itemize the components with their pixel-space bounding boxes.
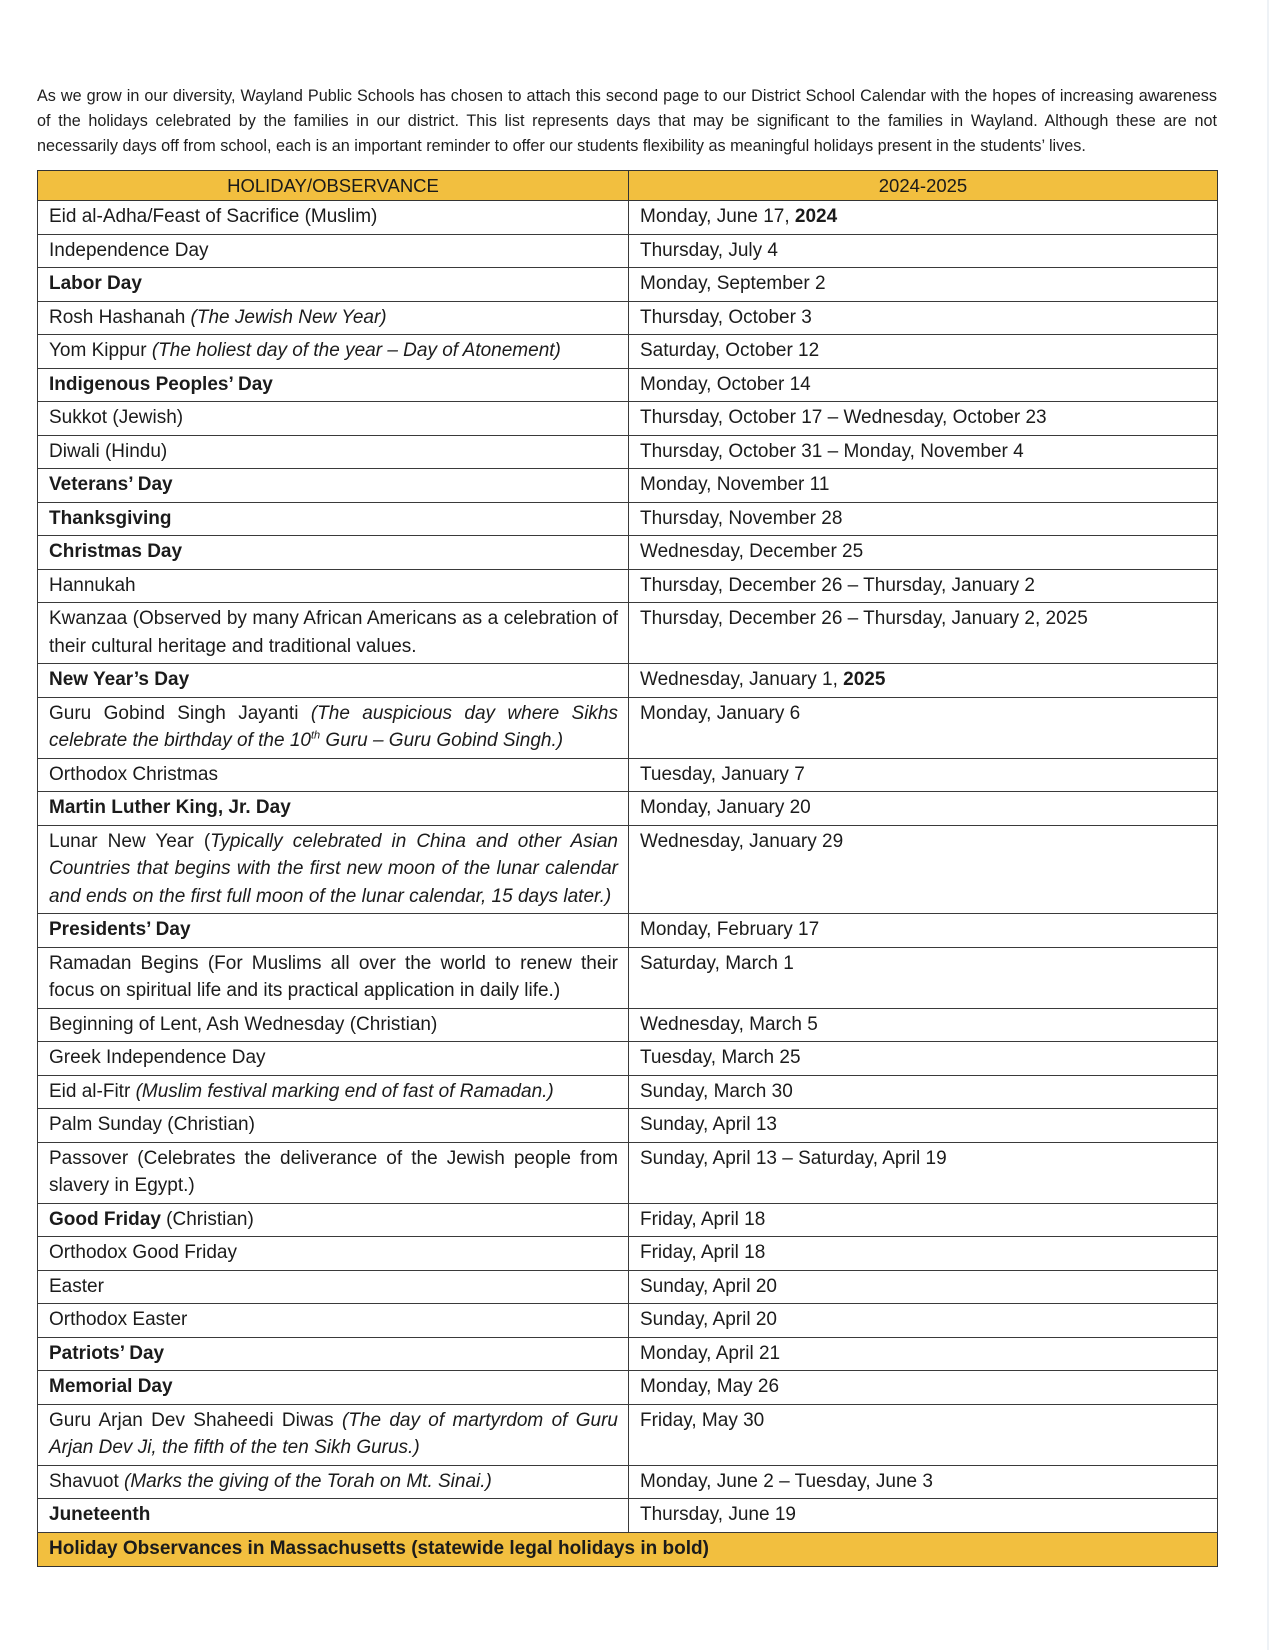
- holiday-date-text: Sunday, April 13: [640, 1114, 777, 1135]
- holiday-name: [38, 758, 629, 792]
- holiday-name-text: Lunar New Year (: [49, 830, 211, 852]
- holiday-date: [629, 1499, 1218, 1533]
- holiday-date: [629, 1109, 1218, 1143]
- holiday-name-text: Palm Sunday (Christian): [49, 1114, 255, 1135]
- holiday-name: [38, 435, 629, 469]
- holiday-date: [629, 664, 1218, 698]
- holiday-date-text: Thursday, October 31 – Monday, November 4: [640, 440, 1024, 462]
- holiday-date: [629, 1042, 1218, 1076]
- holiday-date: [629, 402, 1218, 436]
- table-row: [38, 1142, 1218, 1203]
- holiday-name-bold: Indigenous Peoples’ Day: [49, 373, 273, 395]
- holiday-name: [38, 1109, 629, 1143]
- holiday-name-bold: Christmas Day: [49, 541, 183, 562]
- holiday-name-text: Yom Kippur: [49, 340, 152, 361]
- holiday-name-bold: Veterans’ Day: [49, 474, 173, 495]
- holiday-date: [629, 301, 1218, 335]
- holiday-name-bold: Juneteenth: [49, 1504, 151, 1525]
- table-row: [38, 469, 1218, 503]
- holiday-name: [38, 502, 629, 536]
- holiday-name-bold: Memorial Day: [49, 1376, 173, 1397]
- holiday-name: [38, 1371, 629, 1405]
- holiday-name: [38, 792, 629, 826]
- table-row: [38, 368, 1218, 402]
- table-row: [38, 664, 1218, 698]
- holiday-date-text: Thursday, December 26 – Thursday, January 2: [640, 574, 1035, 596]
- holiday-name: [38, 1042, 629, 1076]
- holiday-date: [629, 569, 1218, 603]
- table-row: [38, 1237, 1218, 1271]
- holiday-date: [629, 947, 1218, 1008]
- table-row: [38, 1371, 1218, 1405]
- holiday-name: [38, 1008, 629, 1042]
- holiday-name-text: Shavuot: [49, 1470, 124, 1492]
- table-row: [38, 335, 1218, 369]
- holiday-name: [38, 268, 629, 302]
- holiday-date-text: Monday, January 20: [640, 797, 811, 818]
- holiday-name: [38, 825, 629, 914]
- holiday-date: [629, 435, 1218, 469]
- holiday-date: [629, 1371, 1218, 1405]
- holiday-name-text: Beginning of Lent, Ash Wednesday (Christian): [49, 1013, 438, 1035]
- holiday-name: [38, 1337, 629, 1371]
- holiday-name: [38, 947, 629, 1008]
- table-row: [38, 268, 1218, 302]
- holiday-name-text: Kwanzaa (Observed by many African Americans as a celebration of their cultural heritage and traditional values.: [49, 608, 618, 657]
- holiday-date: [629, 825, 1218, 914]
- holiday-name: [38, 368, 629, 402]
- holiday-date: [629, 1304, 1218, 1338]
- table-row: [38, 603, 1218, 664]
- table-row: [38, 402, 1218, 436]
- table-row: [38, 792, 1218, 826]
- holiday-date-text: Wednesday, January 1,: [640, 669, 844, 690]
- table-row: [38, 1499, 1218, 1533]
- holiday-date: [629, 1270, 1218, 1304]
- holiday-name-bold: Presidents’ Day: [49, 919, 191, 940]
- holiday-date-text: Thursday, November 28: [640, 507, 843, 529]
- holiday-name-text: Eid al-Adha/Feast of Sacrifice (Muslim): [49, 206, 378, 227]
- table-footer-row: [38, 1532, 1218, 1566]
- holiday-date: [629, 697, 1218, 758]
- table-row: [38, 1075, 1218, 1109]
- holiday-name-text: Guru Gobind Singh Jayanti: [49, 702, 311, 724]
- table-row: [38, 914, 1218, 948]
- holiday-date-text: Saturday, March 1: [640, 952, 794, 974]
- holiday-date: [629, 1203, 1218, 1237]
- holiday-name-text: (Christian): [160, 1208, 254, 1230]
- holiday-date-text: Tuesday, March 25: [640, 1047, 801, 1068]
- holiday-date: [629, 201, 1218, 235]
- holiday-date-text: Wednesday, March 5: [640, 1013, 818, 1035]
- table-row: [38, 1404, 1218, 1465]
- holiday-name-description: (The Jewish New Year): [190, 306, 387, 328]
- holiday-name: [38, 536, 629, 570]
- holiday-date: [629, 1008, 1218, 1042]
- holiday-name: [38, 1304, 629, 1338]
- holiday-name: [38, 469, 629, 503]
- holiday-name-description: (The day of martyrdom of Guru Arjan Dev Ji, the fifth of the ten Sikh Gurus.): [49, 1409, 618, 1458]
- holiday-date-text: Monday, April 21: [640, 1342, 781, 1364]
- holiday-name-text: Passover (Celebrates the deliverance of the Jewish people from slavery in Egypt.): [49, 1147, 618, 1196]
- holiday-date-text: Friday, May 30: [640, 1409, 765, 1431]
- holiday-name-description: (The holiest day of the year – Day of Atonement): [151, 340, 561, 361]
- holiday-name: [38, 603, 629, 664]
- holiday-name-text: Orthodox Christmas: [49, 763, 218, 785]
- intro-paragraph: As we grow in our diversity, Wayland Public Schools has chosen to attach this second page to our District School Calendar with the hopes of increasing awareness of the holidays celebrated by the families in our district. This list represents days that may be significant to the families in Wayland. Although these are not necessarily days off from school, each is an important reminder to offer our students flexibility as meaningful holidays present in the students’ lives.: [37, 87, 1217, 156]
- holiday-name-description: (Muslim festival marking end of fast of Ramadan.): [135, 1080, 554, 1102]
- holiday-date-text: Monday, September 2: [640, 273, 826, 294]
- holiday-date-text: Thursday, October 17 – Wednesday, October 23: [640, 407, 1047, 428]
- holiday-date: [629, 1142, 1218, 1203]
- holiday-date: [629, 268, 1218, 302]
- holiday-name: [38, 1237, 629, 1271]
- holiday-date-text: Sunday, April 20: [640, 1309, 777, 1330]
- table-row: [38, 1304, 1218, 1338]
- holiday-date: [629, 1075, 1218, 1109]
- holiday-date: [629, 536, 1218, 570]
- holiday-date-text: Thursday, October 3: [640, 306, 812, 328]
- table-row: [38, 1109, 1218, 1143]
- holiday-date: [629, 1465, 1218, 1499]
- holiday-name-text: Diwali (Hindu): [49, 440, 168, 462]
- holiday-name: [38, 1142, 629, 1203]
- holiday-table: [37, 170, 1218, 1567]
- holiday-date-text: Sunday, April 13 – Saturday, April 19: [640, 1147, 947, 1169]
- holiday-name: [38, 697, 629, 758]
- holiday-date-text: Monday, October 14: [640, 373, 811, 395]
- table-row: [38, 697, 1218, 758]
- holiday-date-text: Thursday, July 4: [640, 239, 778, 261]
- holiday-date-text: Friday, April 18: [640, 1242, 766, 1263]
- holiday-date: [629, 234, 1218, 268]
- holiday-date-text: Saturday, October 12: [640, 340, 820, 361]
- holiday-date-text: Monday, February 17: [640, 919, 820, 940]
- table-row: [38, 1337, 1218, 1371]
- table-row: [38, 569, 1218, 603]
- holiday-name: [38, 301, 629, 335]
- holiday-name-description: Typically celebrated in China and other Asian Countries that begins with the first new moon of the lunar calendar and ends on the first full moon of the lunar calendar, 15 days later.): [49, 830, 618, 907]
- holiday-date: [629, 914, 1218, 948]
- holiday-name-text: Ramadan Begins (For Muslims all over the world to renew their focus on spiritual life and its practical application in daily life.): [49, 952, 618, 1001]
- holiday-date: [629, 1404, 1218, 1465]
- table-row: [38, 502, 1218, 536]
- holiday-name-description: (The auspicious day where Sikhs celebrate the birthday of the 10th Guru – Guru Gobind Singh.): [49, 702, 618, 751]
- column-header-year: 2024-2025: [629, 171, 1218, 201]
- holiday-name-bold: Labor Day: [49, 273, 142, 294]
- holiday-name: [38, 914, 629, 948]
- holiday-date-text: Wednesday, January 29: [640, 830, 844, 852]
- holiday-date-text: Monday, May 26: [640, 1376, 780, 1397]
- holiday-name-text: Sukkot (Jewish): [49, 407, 184, 428]
- table-header-row: [38, 171, 1218, 201]
- holiday-name-text: Easter: [49, 1275, 104, 1297]
- holiday-name-text: Independence Day: [49, 239, 209, 261]
- holiday-name-text: Eid al-Fitr: [49, 1080, 136, 1102]
- holiday-name: [38, 1499, 629, 1533]
- holiday-date-year: 2025: [843, 669, 886, 690]
- holiday-name: [38, 1270, 629, 1304]
- table-row: [38, 825, 1218, 914]
- holiday-date: [629, 469, 1218, 503]
- holiday-date: [629, 792, 1218, 826]
- holiday-date-text: Wednesday, December 25: [640, 541, 864, 562]
- holiday-date-text: Monday, January 6: [640, 702, 801, 724]
- table-row: [38, 1042, 1218, 1076]
- holiday-name-text: Hannukah: [49, 574, 136, 596]
- holiday-date-text: Thursday, June 19: [640, 1504, 796, 1525]
- holiday-name: [38, 1404, 629, 1465]
- holiday-name-text: Rosh Hashanah: [49, 306, 191, 328]
- holiday-date-text: Monday, November 11: [640, 474, 830, 495]
- table-row: [38, 947, 1218, 1008]
- holiday-date-text: Friday, April 18: [640, 1208, 766, 1230]
- holiday-name: [38, 664, 629, 698]
- table-row: [38, 234, 1218, 268]
- column-header-holiday: HOLIDAY/OBSERVANCE: [38, 171, 629, 201]
- holiday-date-text: Monday, June 2 – Tuesday, June 3: [640, 1470, 933, 1492]
- table-body: [38, 201, 1218, 1533]
- table-row: [38, 1008, 1218, 1042]
- holiday-name: [38, 201, 629, 235]
- table-row: [38, 201, 1218, 235]
- holiday-name-bold: Patriots’ Day: [49, 1342, 165, 1364]
- holiday-name-text: Guru Arjan Dev Shaheedi Diwas: [49, 1409, 342, 1431]
- holiday-name-bold: Martin Luther King, Jr. Day: [49, 797, 291, 818]
- holiday-date: [629, 1337, 1218, 1371]
- holiday-date-year: 2024: [794, 206, 838, 227]
- holiday-name: [38, 1203, 629, 1237]
- holiday-name: [38, 335, 629, 369]
- holiday-date: [629, 502, 1218, 536]
- holiday-name: [38, 234, 629, 268]
- table-row: [38, 1465, 1218, 1499]
- holiday-name-bold: New Year’s Day: [49, 669, 190, 690]
- ordinal-suffix: th: [310, 729, 321, 742]
- holiday-date-text: Sunday, March 30: [640, 1080, 793, 1102]
- scan-edge: [1267, 0, 1269, 1650]
- holiday-name: [38, 569, 629, 603]
- holiday-date-text: Thursday, December 26 – Thursday, January 2, 2025: [640, 608, 1088, 629]
- table-row: [38, 301, 1218, 335]
- holiday-name: [38, 1075, 629, 1109]
- holiday-name-bold: Thanksgiving: [49, 507, 172, 529]
- holiday-date: [629, 1237, 1218, 1271]
- holiday-name-text: Orthodox Easter: [49, 1309, 188, 1330]
- holiday-name: [38, 402, 629, 436]
- holiday-date-text: Tuesday, January 7: [640, 763, 805, 785]
- holiday-name-text: Greek Independence Day: [49, 1047, 266, 1068]
- holiday-date: [629, 758, 1218, 792]
- table-row: [38, 435, 1218, 469]
- holiday-date-text: Monday, June 17,: [640, 206, 795, 227]
- holiday-name-description: (Marks the giving of the Torah on Mt. Sinai.): [124, 1470, 492, 1492]
- holiday-date-text: Sunday, April 20: [640, 1275, 777, 1297]
- table-row: [38, 758, 1218, 792]
- holiday-date: [629, 368, 1218, 402]
- table-row: [38, 1203, 1218, 1237]
- table-row: [38, 536, 1218, 570]
- holiday-date: [629, 603, 1218, 664]
- holiday-name-bold: Good Friday: [49, 1208, 161, 1230]
- holiday-date: [629, 335, 1218, 369]
- footer-note: Holiday Observances in Massachusetts (statewide legal holidays in bold): [38, 1532, 1218, 1566]
- holiday-name: [38, 1465, 629, 1499]
- holiday-name-text: Orthodox Good Friday: [49, 1242, 237, 1263]
- table-row: [38, 1270, 1218, 1304]
